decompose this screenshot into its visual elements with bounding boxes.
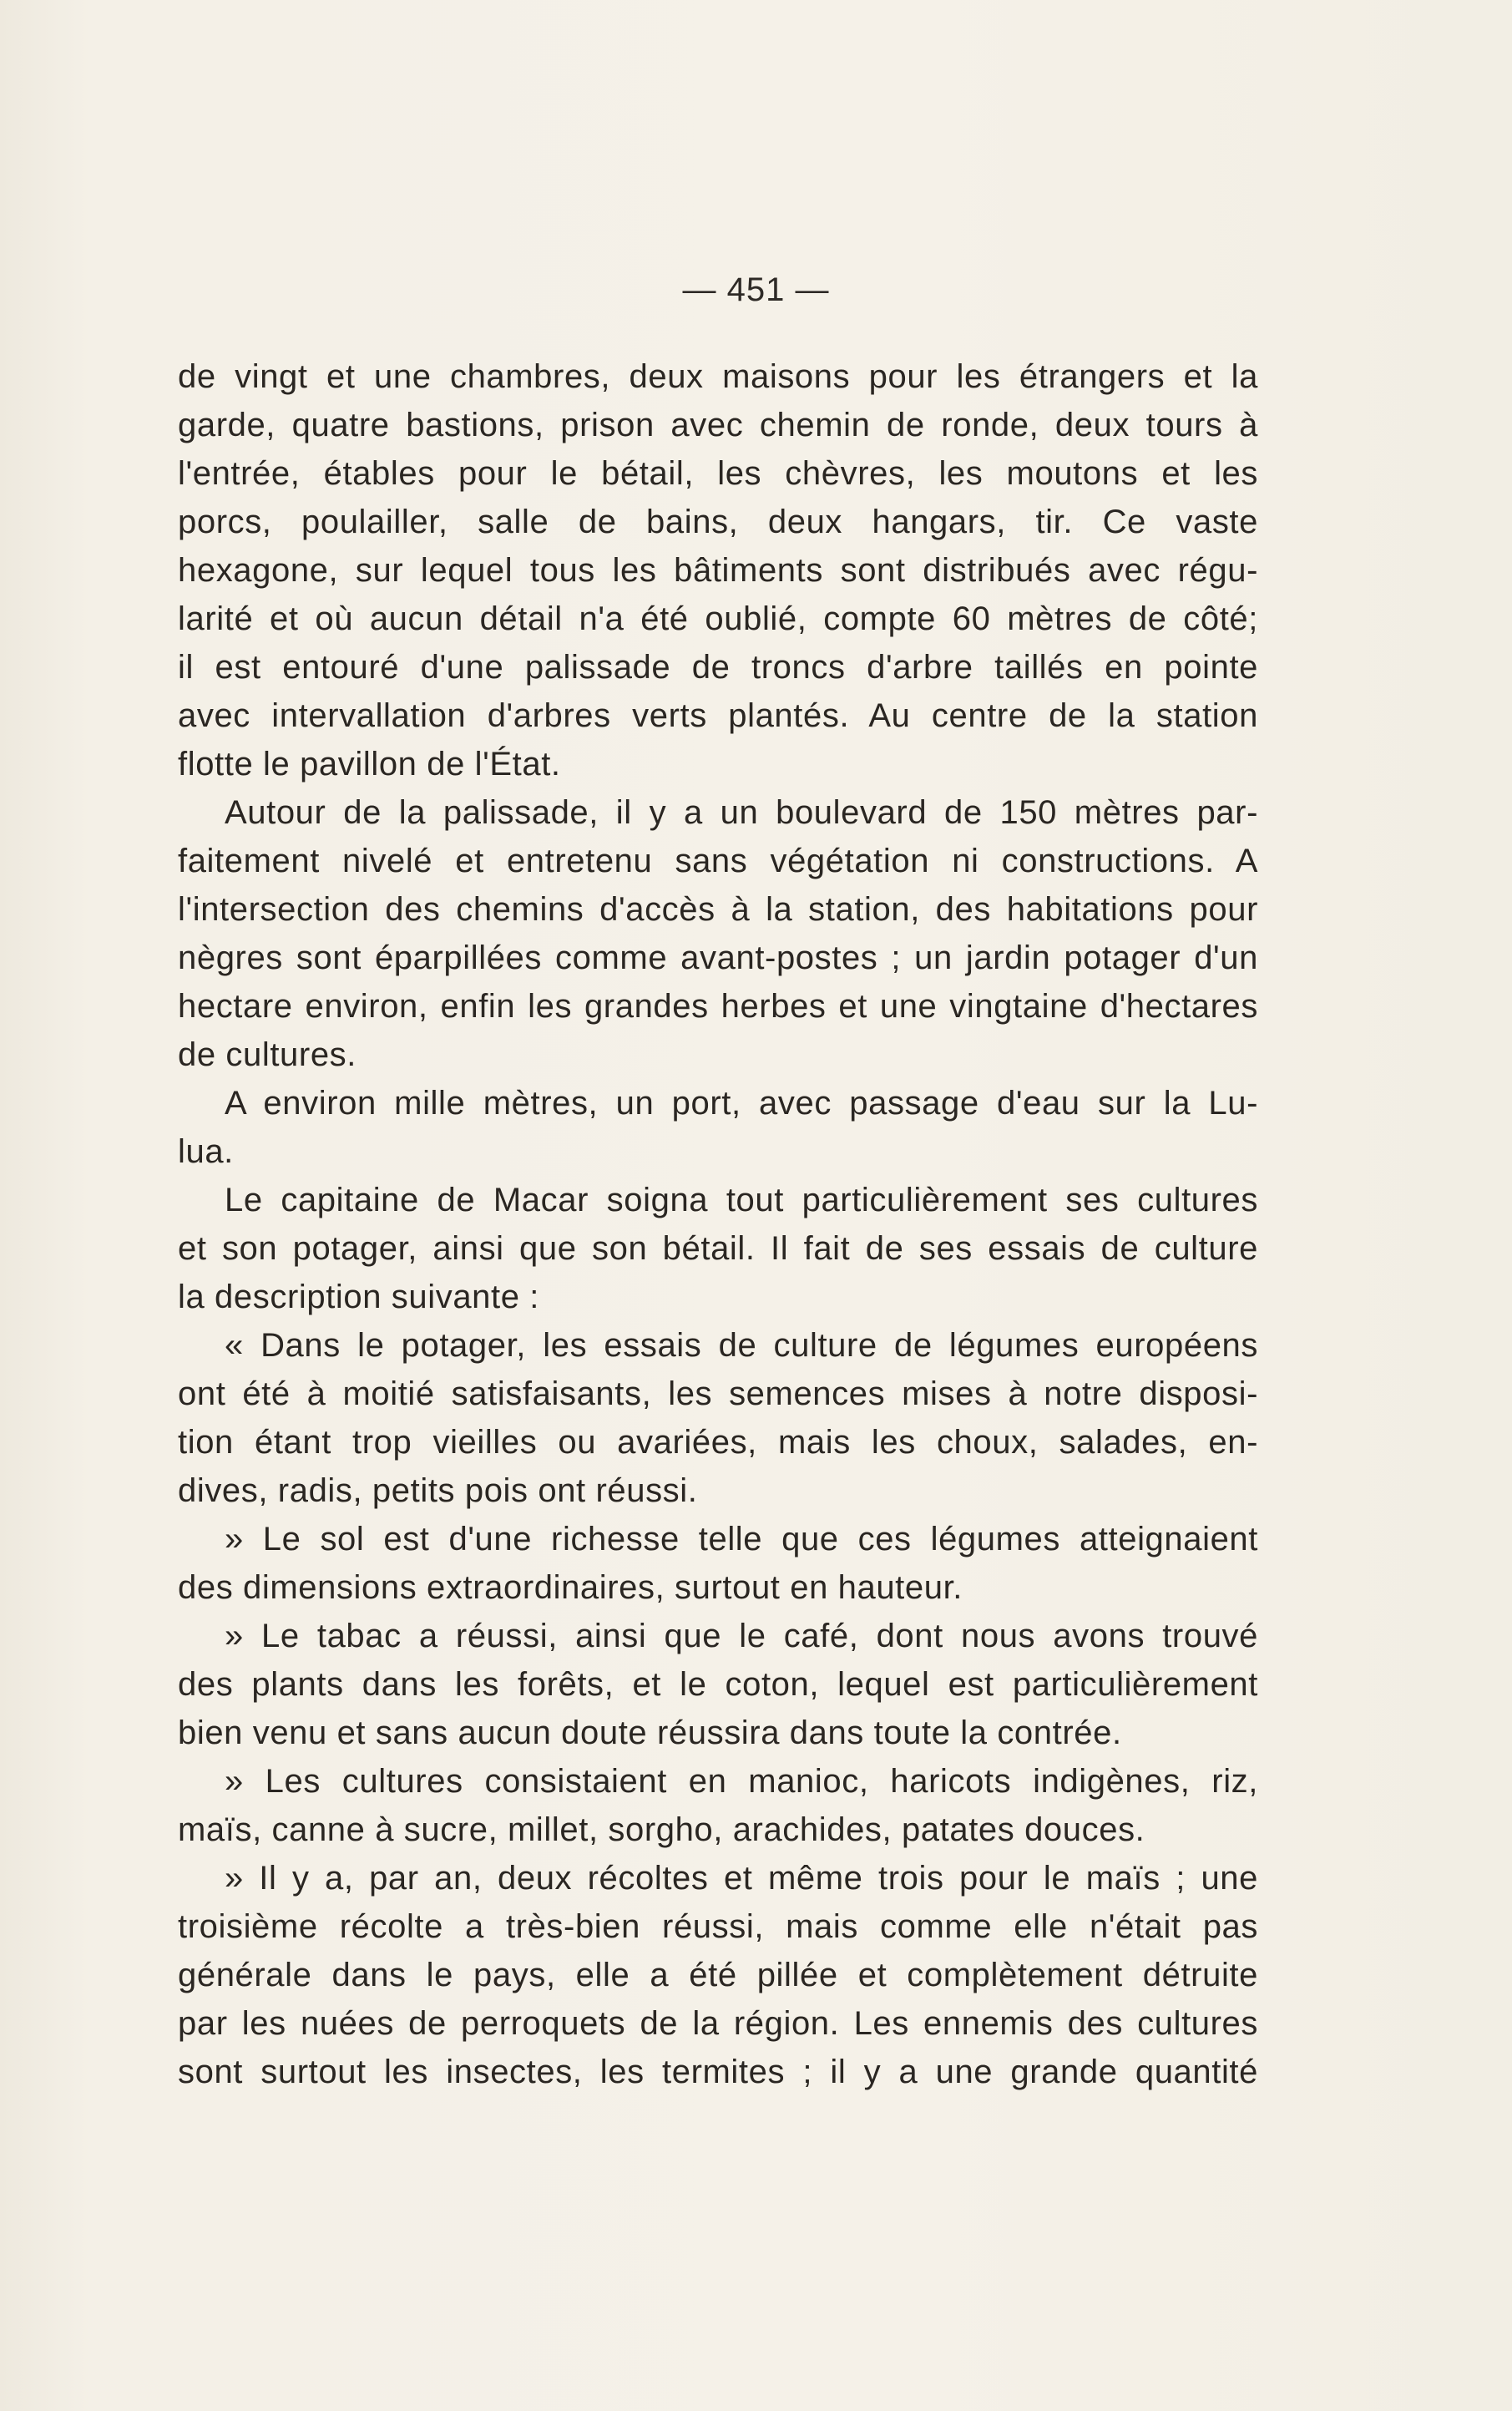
text-line: » Le sol est d'une richesse telle que ces légumes atteignaient <box>225 1521 1258 1558</box>
text-line: faitement nivelé et entretenu sans végétation ni constructions. A <box>178 843 1258 879</box>
text-line: « Dans le potager, les essais de culture de légumes européens <box>225 1327 1258 1364</box>
text-line: tion étant trop vieilles ou avariées, mais les choux, salades, en- <box>178 1424 1258 1461</box>
text-line: l'entrée, étables pour le bétail, les chèvres, les moutons et les <box>178 455 1258 492</box>
text-line: hectare environ, enfin les grandes herbes et une vingtaine d'hectares <box>178 988 1258 1025</box>
text-line: de vingt et une chambres, deux maisons pour les étrangers et la <box>178 358 1258 395</box>
text-line: lua. <box>178 1133 234 1170</box>
text-line: garde, quatre bastions, prison avec chemin de ronde, deux tours à <box>178 407 1258 443</box>
text-line: générale dans le pays, elle a été pillée et complètement détruite <box>178 1957 1258 1993</box>
text-line: il est entouré d'une palissade de troncs d'arbre taillés en pointe <box>178 649 1258 686</box>
text-line: nègres sont éparpillées comme avant-postes ; un jardin potager d'un <box>178 940 1258 976</box>
text-line: des plants dans les forêts, et le coton, lequel est particulièrement <box>178 1666 1258 1703</box>
text-line: A environ mille mètres, un port, avec passage d'eau sur la Lu- <box>225 1085 1258 1122</box>
text-line: flotte le pavillon de l'État. <box>178 746 561 783</box>
text-line: porcs, poulailler, salle de bains, deux hangars, tir. Ce vaste <box>178 504 1258 540</box>
text-line: hexagone, sur lequel tous les bâtiments sont distribués avec régu- <box>178 552 1258 589</box>
text-line: » Le tabac a réussi, ainsi que le café, dont nous avons trouvé <box>225 1618 1258 1654</box>
text-line: la description suivante : <box>178 1279 540 1315</box>
body-text <box>178 352 1258 2096</box>
text-line: par les nuées de perroquets de la région. Les ennemis des cultures <box>178 2005 1258 2042</box>
text-line: des dimensions extraordinaires, surtout en hauteur. <box>178 1569 963 1606</box>
text-line: » Les cultures consistaient en manioc, haricots indigènes, riz, <box>225 1763 1258 1800</box>
text-line: de cultures. <box>178 1036 357 1073</box>
text-line: l'intersection des chemins d'accès à la station, des habitations pour <box>178 891 1258 928</box>
text-line: maïs, canne à sucre, millet, sorgho, arachides, patates douces. <box>178 1811 1145 1848</box>
text-line: Le capitaine de Macar soigna tout particulièrement ses cultures <box>225 1182 1258 1218</box>
text-line: sont surtout les insectes, les termites ; il y a une grande quantité <box>178 2054 1258 2090</box>
text-line: » Il y a, par an, deux récoltes et même trois pour le maïs ; une <box>225 1860 1258 1897</box>
text-line: dives, radis, petits pois ont réussi. <box>178 1472 698 1509</box>
text-line: avec intervallation d'arbres verts plantés. Au centre de la station <box>178 697 1258 734</box>
text-line: bien venu et sans aucun doute réussira dans toute la contrée. <box>178 1715 1122 1751</box>
text-line: larité et où aucun détail n'a été oublié, compte 60 mètres de côté; <box>178 600 1258 637</box>
page-number: — 451 — <box>682 271 830 308</box>
text-line: ont été à moitié satisfaisants, les semences mises à notre disposi- <box>178 1375 1258 1412</box>
text-line: troisième récolte a très-bien réussi, mais comme elle n'était pas <box>178 1908 1258 1945</box>
text-line: Autour de la palissade, il y a un boulevard de 150 mètres par- <box>225 794 1258 831</box>
text-line: et son potager, ainsi que son bétail. Il fait de ses essais de culture <box>178 1230 1258 1267</box>
